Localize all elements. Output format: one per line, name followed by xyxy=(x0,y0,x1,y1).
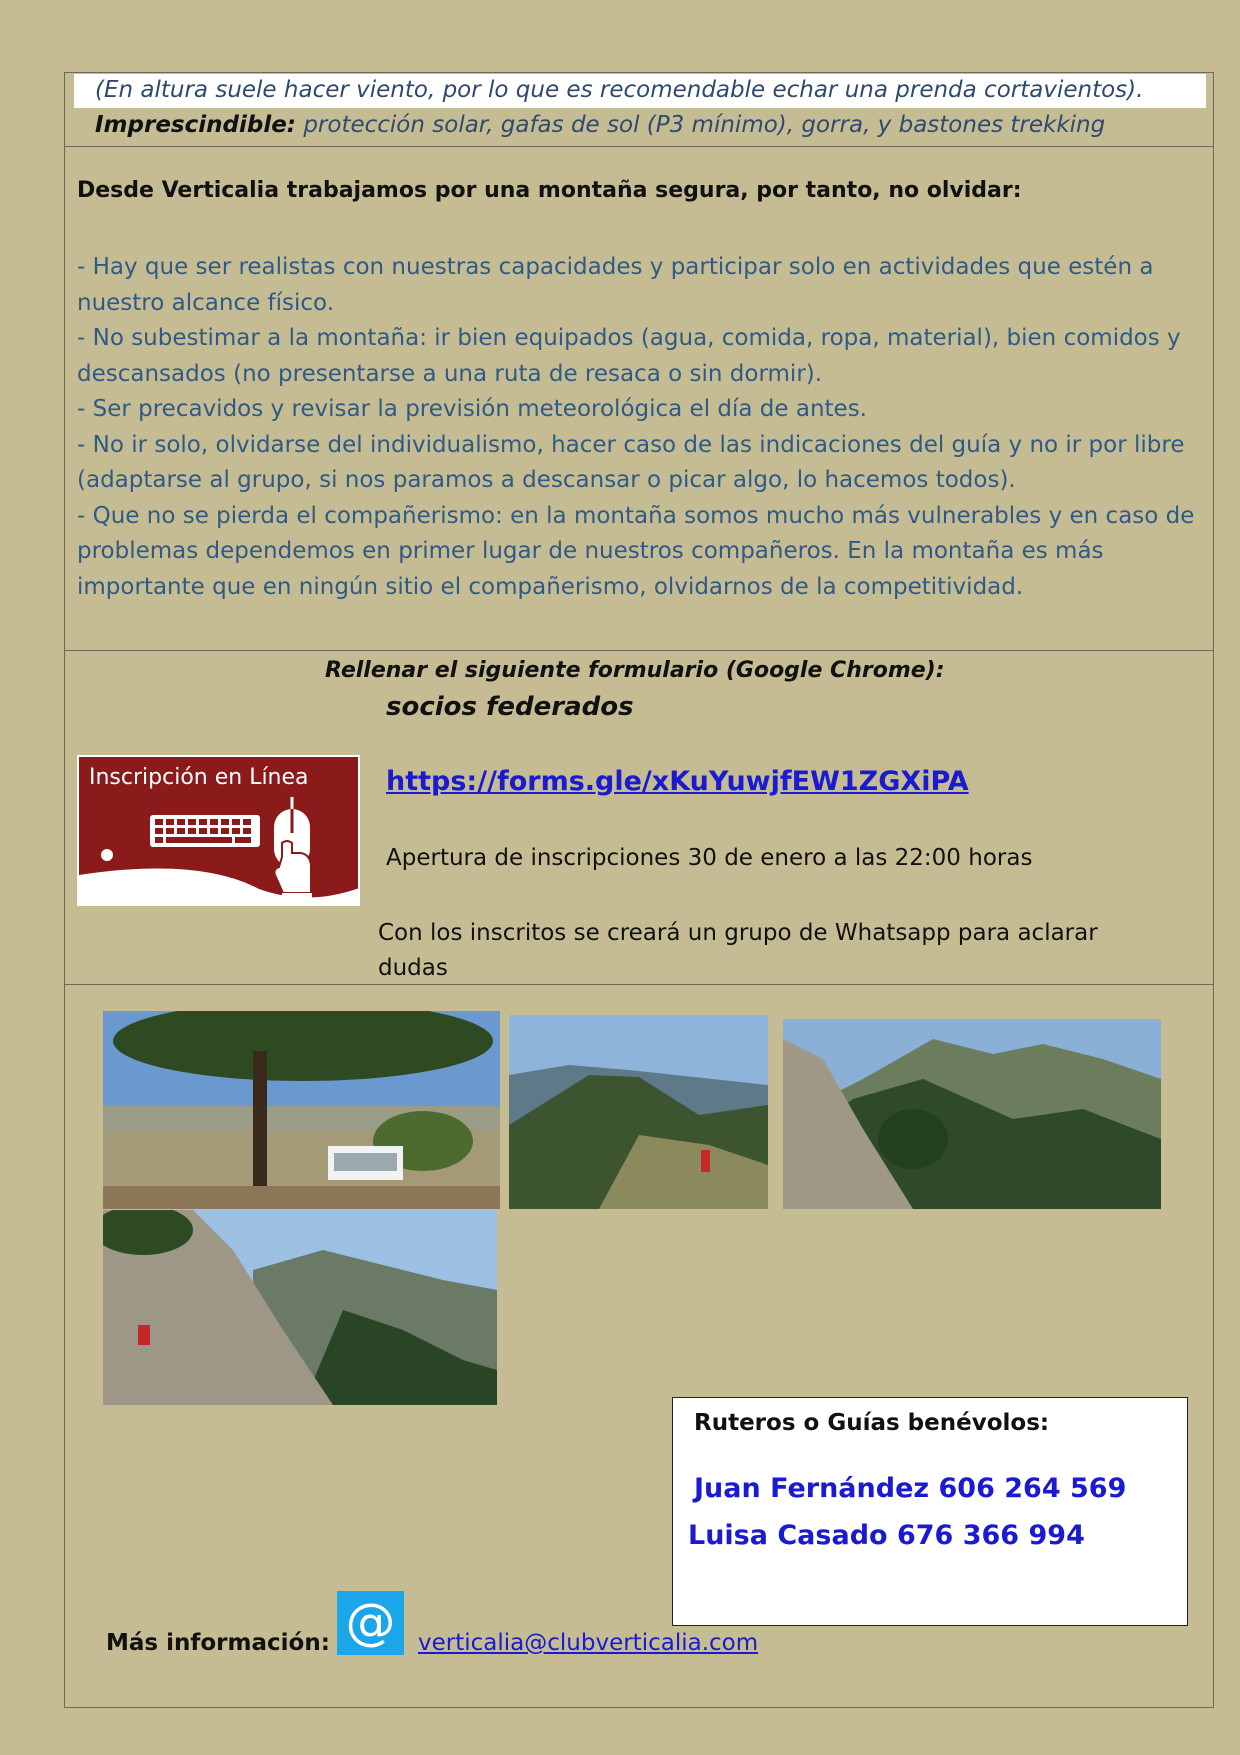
safety-tip: - No ir solo, olvidarse del individualismo, hacer caso de las indicaciones del guía y no ir por libre (adaptarse al grupo, si nos paramos a descansar o picar algo, lo hacemos todos). xyxy=(77,431,1185,493)
badge-text: Inscripción en Línea xyxy=(89,765,309,790)
photo-tree-viewpoint xyxy=(103,1011,500,1209)
whatsapp-note: Con los inscritos se creará un grupo de Whatsapp para aclarar dudas xyxy=(378,920,1098,981)
safety-tip: - Hay que ser realistas con nuestras capacidades y participar solo en actividades que estén a nuestro alcance físico. xyxy=(77,254,1154,316)
safety-tips xyxy=(77,250,1207,605)
section-divider xyxy=(64,146,1214,147)
safety-tip: - Que no se pierda el compañerismo: en la montaña somos mucho más vulnerables y en caso de problemas dependemos en primer lugar de nuestros compañeros. En la montaña es más importante que en ningún sitio el compañerismo, olvidarnos de la competitividad. xyxy=(77,502,1195,600)
essential-line xyxy=(95,112,1105,138)
guide-contact: Juan Fernández 606 264 569 xyxy=(694,1473,1127,1504)
essential-label: Imprescindible: xyxy=(95,112,297,138)
photo-ridge-hikers xyxy=(509,1015,768,1209)
safety-tip: - Ser precavidos y revisar la previsión meteorológica el día de antes. xyxy=(77,396,867,422)
photo-mountain-valley xyxy=(783,1019,1161,1209)
section-divider xyxy=(64,650,1214,651)
form-title: Rellenar el siguiente formulario (Google Chrome): xyxy=(325,658,945,683)
keyboard-mouse-icon xyxy=(79,757,360,906)
email-link[interactable]: verticalia@clubverticalia.com xyxy=(418,1630,759,1656)
guide-contact: Luisa Casado 676 366 994 xyxy=(688,1520,1085,1551)
guides-title: Ruteros o Guías benévolos: xyxy=(694,1410,1050,1436)
at-icon: @ xyxy=(337,1591,404,1655)
member-group: socios federados xyxy=(386,692,634,722)
registration-opening: Apertura de inscripciones 30 de enero a las 22:00 horas xyxy=(386,845,1033,871)
more-info-label: Más información: xyxy=(106,1630,330,1656)
wind-note: (En altura suele hacer viento, por lo que es recomendable echar una prenda cortavientos). xyxy=(95,77,1144,103)
safety-intro: Desde Verticalia trabajamos por una montaña segura, por tanto, no olvidar: xyxy=(77,178,1022,203)
safety-tip: - No subestimar a la montaña: ir bien equipados (agua, comida, ropa, material), bien comidos y descansados (no presentarse a una ruta de resaca o sin dormir). xyxy=(77,325,1181,387)
registration-link[interactable]: https://forms.gle/xKuYuwjfEW1ZGXiPA xyxy=(386,766,969,797)
photo-cliff-hiker xyxy=(103,1210,497,1405)
online-registration-badge[interactable] xyxy=(77,755,360,906)
essential-items: protección solar, gafas de sol (P3 mínimo), gorra, y bastones trekking xyxy=(303,112,1106,138)
